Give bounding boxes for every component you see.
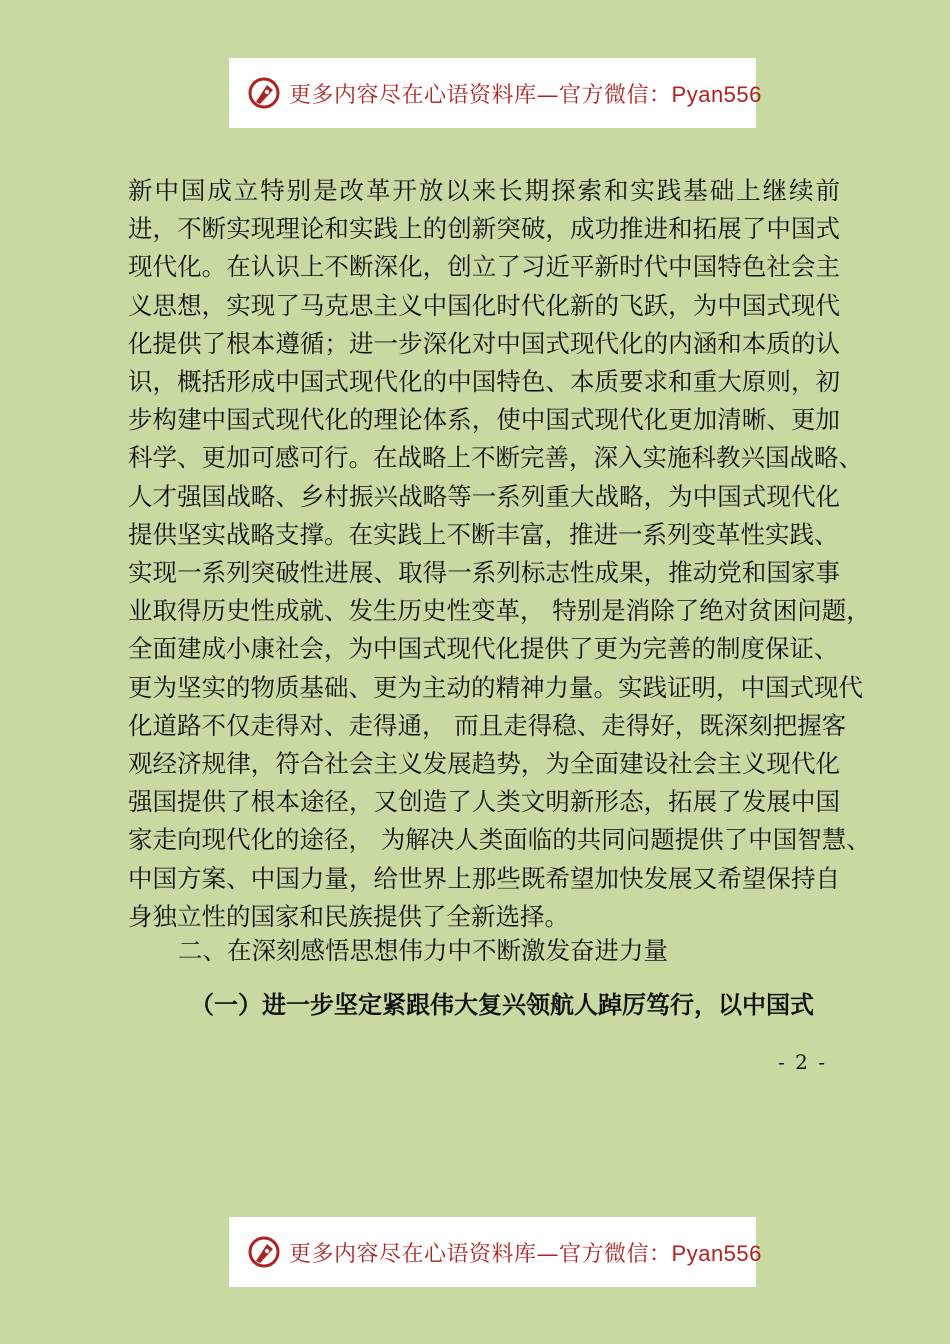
body-line: 进，不断实现理论和实践上的创新突破，成功推进和拓展了中国式	[128, 214, 840, 244]
body-line: 义思想，实现了马克思主义中国化时代化新的飞跃，为中国式现代	[128, 290, 840, 320]
pen-nib-logo-icon	[247, 76, 281, 110]
body-line: 业取得历史性成就、发生历史性变革， 特别是消除了绝对贫困问题，	[128, 596, 871, 626]
body-line: 新中国成立特别是改革开放以来长期探索和实践基础上继续前	[128, 176, 840, 205]
section-heading: 二、在深刻感悟思想伟力中不断激发奋进力量	[178, 936, 668, 965]
pen-nib-logo-icon	[247, 1235, 281, 1269]
body-line: 科学、更加可感可行。在战略上不断完善，深入实施科教兴国战略、	[128, 443, 863, 473]
banner-text: 更多内容尽在心语资料库—官方微信：Pyan556	[289, 1240, 762, 1267]
body-line: 强国提供了根本途径，又创造了人类文明新形态，拓展了发展中国	[128, 787, 840, 817]
body-line: 更为坚实的物质基础、更为主动的精神力量。实践证明，中国式现代	[128, 672, 863, 702]
body-line: 家走向现代化的途径， 为解决人类面临的共同问题提供了中国智慧、	[128, 825, 871, 855]
subsection-heading: （一）进一步坚定紧跟伟大复兴领航人踔厉笃行，以中国式	[190, 991, 814, 1019]
body-paragraph	[128, 172, 871, 936]
body-line: 中国方案、中国力量，给世界上那些既希望加快发展又希望保持自	[128, 863, 840, 893]
watermark-banner-bottom	[229, 1217, 762, 1287]
banner-text: 更多内容尽在心语资料库—官方微信：Pyan556	[289, 81, 762, 108]
body-line: 识，概括形成中国式现代化的中国特色、本质要求和重大原则，初	[128, 367, 840, 397]
body-line: 身独立性的国家和民族提供了全新选择。	[128, 901, 569, 931]
body-line: 实现一系列突破性进展、取得一系列标志性成果，推动党和国家事	[128, 558, 840, 588]
watermark-banner-top	[229, 58, 762, 128]
body-line: 提供坚实战略支撑。在实践上不断丰富，推进一系列变革性实践、	[128, 519, 839, 549]
body-line: 化道路不仅走得对、走得通， 而且走得稳、走得好，既深刻把握客	[128, 710, 847, 740]
body-line: 现代化。在认识上不断深化，创立了习近平新时代中国特色社会主	[128, 252, 840, 282]
body-line: 化提供了根本遵循；进一步深化对中国式现代化的内涵和本质的认	[128, 328, 840, 358]
body-line: 全面建成小康社会，为中国式现代化提供了更为完善的制度保证、	[128, 634, 839, 664]
body-line: 人才强国战略、乡村振兴战略等一系列重大战略，为中国式现代化	[128, 481, 840, 511]
body-line: 观经济规律，符合社会主义发展趋势，为全面建设社会主义现代化	[128, 749, 840, 779]
page-number: - 2 -	[778, 1050, 827, 1074]
body-line: 步构建中国式现代化的理论体系，使中国式现代化更加清晰、更加	[128, 405, 840, 435]
